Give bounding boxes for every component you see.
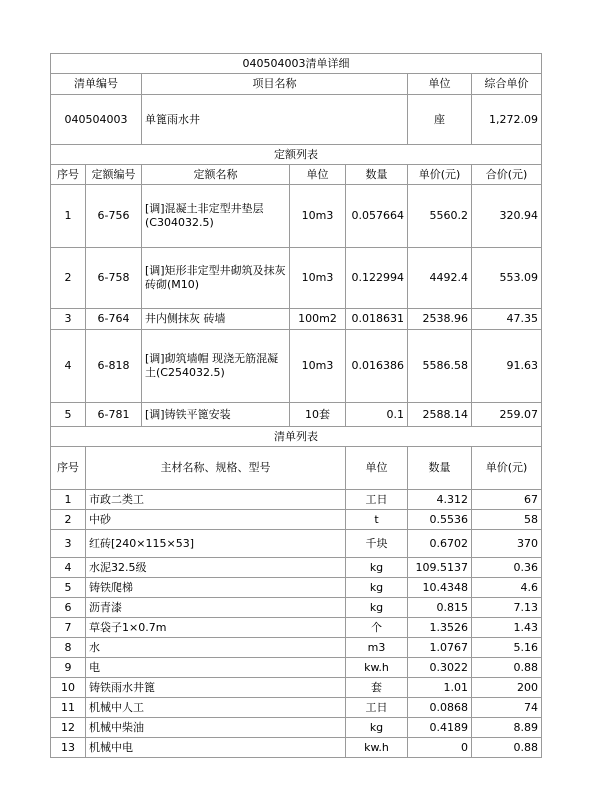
- quota-col-qty: 数量: [346, 165, 408, 185]
- quota-unit: 10m3: [290, 248, 346, 309]
- title-row: [51, 54, 542, 74]
- material-unit: 工日: [346, 698, 408, 718]
- material-row: [51, 698, 542, 718]
- quota-name: [调]砌筑墙帽 现浇无筋混凝土(C254032.5): [142, 330, 290, 403]
- material-row: [51, 530, 542, 558]
- material-name: 草袋子1×0.7m: [86, 618, 346, 638]
- quota-qty: 0.016386: [346, 330, 408, 403]
- materials-col-price: 单价(元): [472, 447, 542, 490]
- material-price: 8.89: [472, 718, 542, 738]
- material-unit: m3: [346, 638, 408, 658]
- bill-name: 单篦雨水井: [142, 95, 408, 145]
- material-qty: 1.3526: [408, 618, 472, 638]
- quota-no: 5: [51, 403, 86, 427]
- quota-code: 6-758: [86, 248, 142, 309]
- material-no: 9: [51, 658, 86, 678]
- quota-col-no: 序号: [51, 165, 86, 185]
- material-name: 中砂: [86, 510, 346, 530]
- bill-price-label: 综合单价: [472, 74, 542, 95]
- material-qty: 1.0767: [408, 638, 472, 658]
- material-price: 370: [472, 530, 542, 558]
- materials-col-unit: 单位: [346, 447, 408, 490]
- material-unit: 个: [346, 618, 408, 638]
- quota-unit: 10套: [290, 403, 346, 427]
- material-name: 红砖[240×115×53]: [86, 530, 346, 558]
- material-unit: t: [346, 510, 408, 530]
- quota-row: [51, 248, 542, 309]
- quota-unit: 10m3: [290, 185, 346, 248]
- bill-unit: 座: [408, 95, 472, 145]
- material-qty: 0.5536: [408, 510, 472, 530]
- material-unit: 工日: [346, 490, 408, 510]
- material-qty: 0.0868: [408, 698, 472, 718]
- quota-col-price: 单价(元): [408, 165, 472, 185]
- quota-price: 4492.4: [408, 248, 472, 309]
- material-unit: kw.h: [346, 658, 408, 678]
- material-qty: 109.5137: [408, 558, 472, 578]
- quota-total: 320.94: [472, 185, 542, 248]
- quota-section-title: 定额列表: [51, 145, 542, 165]
- material-unit: kg: [346, 578, 408, 598]
- material-price: 74: [472, 698, 542, 718]
- material-no: 12: [51, 718, 86, 738]
- material-no: 7: [51, 618, 86, 638]
- quota-unit: 100m2: [290, 309, 346, 330]
- material-name: 铸铁雨水井篦: [86, 678, 346, 698]
- sheet-title: 040504003清单详细: [51, 54, 542, 74]
- material-qty: 0.3022: [408, 658, 472, 678]
- material-row: [51, 738, 542, 758]
- material-qty: 0.815: [408, 598, 472, 618]
- quota-total: 91.63: [472, 330, 542, 403]
- material-price: 0.36: [472, 558, 542, 578]
- material-row: [51, 490, 542, 510]
- material-row: [51, 510, 542, 530]
- bill-header-row: [51, 74, 542, 95]
- quota-qty: 0.1: [346, 403, 408, 427]
- quota-price: 2588.14: [408, 403, 472, 427]
- material-name: 机械中柴油: [86, 718, 346, 738]
- quota-section-row: [51, 145, 542, 165]
- material-unit: kg: [346, 558, 408, 578]
- quota-col-code: 定额编号: [86, 165, 142, 185]
- material-row: [51, 718, 542, 738]
- quota-code: 6-756: [86, 185, 142, 248]
- quota-row: [51, 185, 542, 248]
- quota-no: 2: [51, 248, 86, 309]
- quota-price: 5586.58: [408, 330, 472, 403]
- bill-price: 1,272.09: [472, 95, 542, 145]
- material-name: 机械中电: [86, 738, 346, 758]
- bill-detail-table: [50, 53, 542, 758]
- material-qty: 0: [408, 738, 472, 758]
- material-price: 67: [472, 490, 542, 510]
- material-price: 5.16: [472, 638, 542, 658]
- material-name: 机械中人工: [86, 698, 346, 718]
- material-row: [51, 618, 542, 638]
- material-no: 13: [51, 738, 86, 758]
- materials-section-title: 清单列表: [51, 427, 542, 447]
- material-unit: 千块: [346, 530, 408, 558]
- material-name: 水泥32.5级: [86, 558, 346, 578]
- bill-code: 040504003: [51, 95, 142, 145]
- materials-section-row: [51, 427, 542, 447]
- material-no: 1: [51, 490, 86, 510]
- quota-row: [51, 330, 542, 403]
- material-row: [51, 678, 542, 698]
- material-no: 4: [51, 558, 86, 578]
- quota-code: 6-781: [86, 403, 142, 427]
- quota-col-unit: 单位: [290, 165, 346, 185]
- quota-total: 47.35: [472, 309, 542, 330]
- material-qty: 0.4189: [408, 718, 472, 738]
- material-name: 铸铁爬梯: [86, 578, 346, 598]
- material-unit: 套: [346, 678, 408, 698]
- quota-no: 1: [51, 185, 86, 248]
- material-name: 市政二类工: [86, 490, 346, 510]
- material-price: 0.88: [472, 658, 542, 678]
- bill-name-label: 项目名称: [142, 74, 408, 95]
- quota-no: 4: [51, 330, 86, 403]
- material-no: 5: [51, 578, 86, 598]
- bill-values-row: [51, 95, 542, 145]
- quota-price: 5560.2: [408, 185, 472, 248]
- materials-header-row: [51, 447, 542, 490]
- material-no: 11: [51, 698, 86, 718]
- quota-row: [51, 403, 542, 427]
- quota-name: [调]矩形非定型井砌筑及抹灰 砖砌(M10): [142, 248, 290, 309]
- material-qty: 10.4348: [408, 578, 472, 598]
- material-price: 200: [472, 678, 542, 698]
- materials-col-qty: 数量: [408, 447, 472, 490]
- quota-row: [51, 309, 542, 330]
- bill-code-label: 清单编号: [51, 74, 142, 95]
- material-qty: 1.01: [408, 678, 472, 698]
- material-row: [51, 638, 542, 658]
- bill-unit-label: 单位: [408, 74, 472, 95]
- quota-unit: 10m3: [290, 330, 346, 403]
- quota-qty: 0.018631: [346, 309, 408, 330]
- material-no: 10: [51, 678, 86, 698]
- material-price: 58: [472, 510, 542, 530]
- material-price: 0.88: [472, 738, 542, 758]
- material-row: [51, 558, 542, 578]
- quota-name: 井内侧抹灰 砖墙: [142, 309, 290, 330]
- material-unit: kg: [346, 718, 408, 738]
- quota-header-row: [51, 165, 542, 185]
- material-name: 水: [86, 638, 346, 658]
- material-price: 7.13: [472, 598, 542, 618]
- material-row: [51, 598, 542, 618]
- quota-col-name: 定额名称: [142, 165, 290, 185]
- material-name: 电: [86, 658, 346, 678]
- quota-qty: 0.122994: [346, 248, 408, 309]
- material-qty: 4.312: [408, 490, 472, 510]
- quota-total: 553.09: [472, 248, 542, 309]
- quota-total: 259.07: [472, 403, 542, 427]
- material-qty: 0.6702: [408, 530, 472, 558]
- quota-price: 2538.96: [408, 309, 472, 330]
- quota-name: [调]混凝土非定型井垫层(C304032.5): [142, 185, 290, 248]
- material-no: 2: [51, 510, 86, 530]
- material-price: 4.6: [472, 578, 542, 598]
- materials-col-no: 序号: [51, 447, 86, 490]
- quota-no: 3: [51, 309, 86, 330]
- quota-name: [调]铸铁平篦安装: [142, 403, 290, 427]
- material-unit: kw.h: [346, 738, 408, 758]
- material-no: 8: [51, 638, 86, 658]
- quota-code: 6-818: [86, 330, 142, 403]
- material-no: 3: [51, 530, 86, 558]
- quota-col-total: 合价(元): [472, 165, 542, 185]
- quota-code: 6-764: [86, 309, 142, 330]
- material-unit: kg: [346, 598, 408, 618]
- materials-col-name: 主材名称、规格、型号: [86, 447, 346, 490]
- material-no: 6: [51, 598, 86, 618]
- material-name: 沥青漆: [86, 598, 346, 618]
- quota-qty: 0.057664: [346, 185, 408, 248]
- material-row: [51, 578, 542, 598]
- material-row: [51, 658, 542, 678]
- material-price: 1.43: [472, 618, 542, 638]
